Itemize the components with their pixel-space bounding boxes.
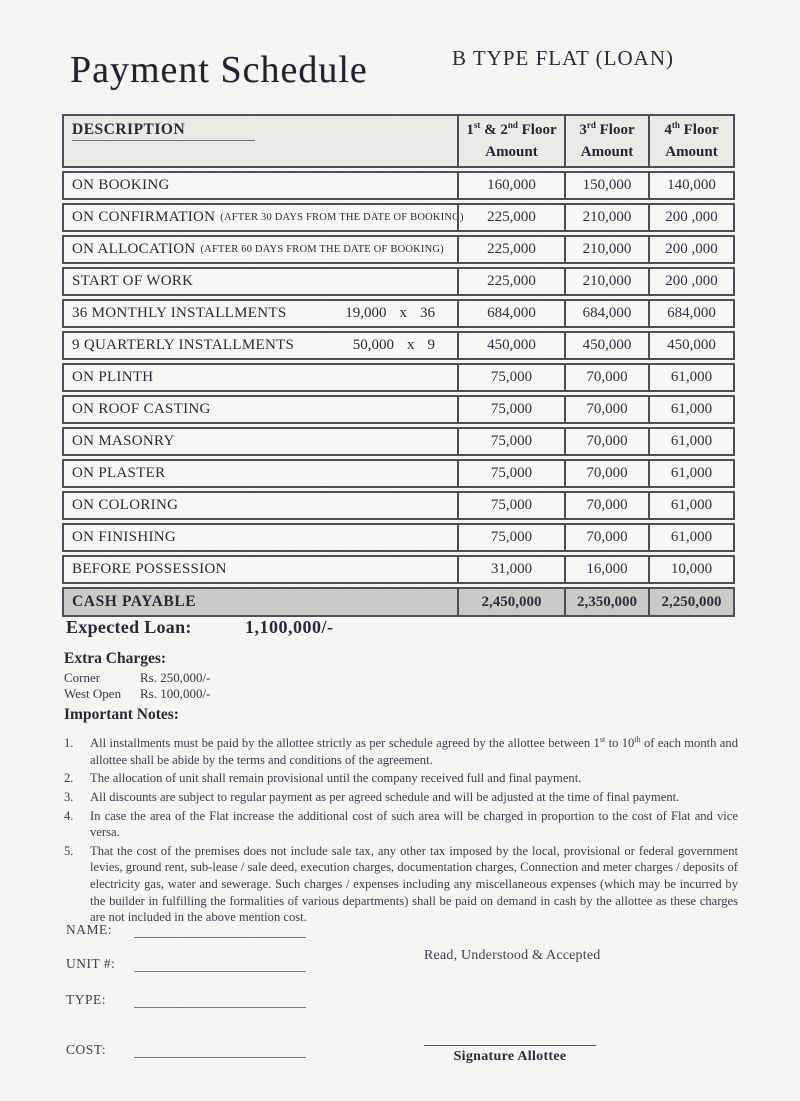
important-notes-heading: Important Notes: — [64, 706, 179, 723]
row-description: 36 MONTHLY INSTALLMENTS — [72, 305, 287, 321]
row-amount: 200 ,000 — [648, 269, 733, 294]
row-amount: 160,000 — [457, 173, 564, 198]
note-item: 4. In case the area of the Flat increase the additional cost of such area will be charged in proportion to the cost of Flat and vice versa. — [64, 808, 738, 840]
row-amount: 16,000 — [564, 557, 648, 582]
row-amount: 210,000 — [564, 269, 648, 294]
column-header-floor-1-2: 1st & 2nd Floor Amount — [457, 116, 564, 166]
note-item: 2. The allocation of unit shall remain provisional until the company received full and final payment. — [64, 771, 582, 786]
row-description: 9 QUARTERLY INSTALLMENTS — [72, 337, 295, 353]
row-description: BEFORE POSSESSION — [72, 561, 227, 577]
table-row-quarterly-installments — [62, 331, 735, 360]
description-header-cell — [64, 116, 457, 166]
unit-number-field — [66, 956, 306, 972]
description-header-label: DESCRIPTION — [72, 121, 255, 141]
row-amount: 2,450,000 — [457, 589, 564, 615]
payment-schedule-table — [62, 114, 735, 620]
unit-number-field-blank-line — [134, 957, 306, 972]
signature-label: Signature Allottee — [453, 1049, 567, 1064]
table-row-cash-payable — [62, 587, 735, 617]
unit-number-field-label: UNIT #: — [66, 956, 116, 971]
extra-charges-section — [64, 650, 210, 702]
table-row-before-possession — [62, 555, 735, 584]
installment-calculation: 50,000 x 9 — [352, 337, 435, 353]
row-description: ON MASONRY — [72, 433, 175, 449]
table-row-start-of-work — [62, 267, 735, 296]
page-title: Payment Schedule — [70, 49, 368, 91]
table-row-on-confirmation — [62, 203, 735, 232]
note-item: 1. All installments must be paid by the allottee strictly as per schedule agreed by the allottee between 1st to 10th of each month and allottee shall be abide by the terms and conditions of the agreement. — [64, 735, 738, 767]
row-amount: 200 ,000 — [648, 237, 733, 262]
row-amount: 61,000 — [648, 461, 733, 486]
cost-field — [66, 1042, 306, 1058]
table-row-monthly-installments — [62, 299, 735, 328]
row-amount: 684,000 — [648, 301, 733, 326]
row-amount: 75,000 — [457, 493, 564, 518]
row-description: ON BOOKING — [72, 177, 170, 193]
row-amount: 75,000 — [457, 429, 564, 454]
extra-charge-item-corner — [64, 670, 210, 686]
column-header-floor-3: 3rd Floor Amount — [564, 116, 648, 166]
name-field — [66, 922, 306, 938]
row-amount: 684,000 — [457, 301, 564, 326]
row-description: ON ROOF CASTING — [72, 401, 211, 417]
row-amount: 70,000 — [564, 461, 648, 486]
row-amount: 450,000 — [564, 333, 648, 358]
row-amount: 61,000 — [648, 397, 733, 422]
row-amount: 450,000 — [457, 333, 564, 358]
acceptance-statement: Read, Understood & Accepted — [424, 948, 601, 963]
row-description: START OF WORK — [72, 273, 194, 289]
row-amount: 140,000 — [648, 173, 733, 198]
extra-charge-label: Corner — [64, 670, 101, 685]
row-amount: 61,000 — [648, 493, 733, 518]
note-item: 5. That the cost of the premises does not include sale tax, any other tax imposed by the local, provisional or federal government levies, ground rent, sub-lease / sale deed, execution charges, documentation charges, Connection and meter charges / deposits of electricity gas, water and sewerage. Such charges / expenses including any miscellaneous expenses (which may be incurred by the builder in fulfilling the formalities of various departments) shall be paid on demand in cash by the allottee as these charges are not included in the above mention cost. — [64, 843, 738, 925]
table-row-on-booking — [62, 171, 735, 200]
row-description: ON ALLOCATION — [72, 241, 196, 257]
row-amount: 684,000 — [564, 301, 648, 326]
row-amount: 225,000 — [457, 269, 564, 294]
row-description: ON CONFIRMATION — [72, 209, 216, 225]
row-amount: 70,000 — [564, 365, 648, 390]
row-amount: 210,000 — [564, 237, 648, 262]
cost-field-label: COST: — [66, 1042, 107, 1057]
table-row-on-plinth — [62, 363, 735, 392]
extra-charges-heading: Extra Charges: — [64, 650, 167, 667]
signature-blank-line — [424, 1032, 596, 1046]
extra-charge-value: Rs. 250,000/- — [140, 670, 211, 685]
row-amount: 200 ,000 — [648, 205, 733, 230]
row-amount: 31,000 — [457, 557, 564, 582]
table-row-on-plaster — [62, 459, 735, 488]
type-field-label: TYPE: — [66, 992, 107, 1007]
row-amount: 75,000 — [457, 461, 564, 486]
table-row-on-allocation — [62, 235, 735, 264]
type-field-blank-line — [134, 993, 306, 1008]
type-field — [66, 992, 306, 1008]
row-description: CASH PAYABLE — [72, 593, 197, 610]
row-amount: 210,000 — [564, 205, 648, 230]
row-amount: 61,000 — [648, 525, 733, 550]
row-amount: 75,000 — [457, 397, 564, 422]
row-amount: 70,000 — [564, 429, 648, 454]
name-field-blank-line — [134, 923, 306, 938]
expected-loan-label: Expected Loan: — [66, 617, 192, 637]
row-amount: 61,000 — [648, 429, 733, 454]
row-amount: 450,000 — [648, 333, 733, 358]
expected-loan-value: 1,100,000/- — [245, 617, 334, 637]
table-header-row — [62, 114, 735, 168]
row-amount: 150,000 — [564, 173, 648, 198]
row-amount: 10,000 — [648, 557, 733, 582]
row-amount: 61,000 — [648, 365, 733, 390]
table-row-on-finishing — [62, 523, 735, 552]
cost-field-blank-line — [134, 1043, 306, 1058]
row-amount: 75,000 — [457, 525, 564, 550]
table-row-on-roof-casting — [62, 395, 735, 424]
row-description-note: (AFTER 30 DAYS FROM THE DATE OF BOOKING) — [220, 212, 464, 223]
row-description-note: (AFTER 60 DAYS FROM THE DATE OF BOOKING) — [200, 244, 444, 255]
extra-charge-item-west-open — [64, 686, 210, 702]
row-description: ON PLINTH — [72, 369, 154, 385]
extra-charge-value: Rs. 100,000/- — [140, 686, 211, 701]
row-description: ON COLORING — [72, 497, 179, 513]
signature-block — [424, 1032, 596, 1065]
name-field-label: NAME: — [66, 922, 112, 937]
installment-calculation: 19,000 x 36 — [345, 305, 435, 321]
page-subtitle: B TYPE FLAT (LOAN) — [452, 46, 674, 70]
row-amount: 225,000 — [457, 237, 564, 262]
note-item: 3. All discounts are subject to regular payment as per agreed schedule and will be adjusted at the time of final payment. — [64, 790, 680, 805]
row-amount: 2,250,000 — [648, 589, 733, 615]
row-amount: 70,000 — [564, 397, 648, 422]
row-description: ON FINISHING — [72, 529, 177, 545]
row-amount: 70,000 — [564, 493, 648, 518]
table-row-on-coloring — [62, 491, 735, 520]
row-description: ON PLASTER — [72, 465, 166, 481]
table-row-on-masonry — [62, 427, 735, 456]
row-amount: 70,000 — [564, 525, 648, 550]
row-amount: 75,000 — [457, 365, 564, 390]
row-amount: 225,000 — [457, 205, 564, 230]
expected-loan-row — [66, 617, 666, 638]
row-amount: 2,350,000 — [564, 589, 648, 615]
important-notes-section — [64, 706, 738, 928]
column-header-floor-4: 4th Floor Amount — [648, 116, 733, 166]
extra-charge-label: West Open — [64, 686, 122, 701]
